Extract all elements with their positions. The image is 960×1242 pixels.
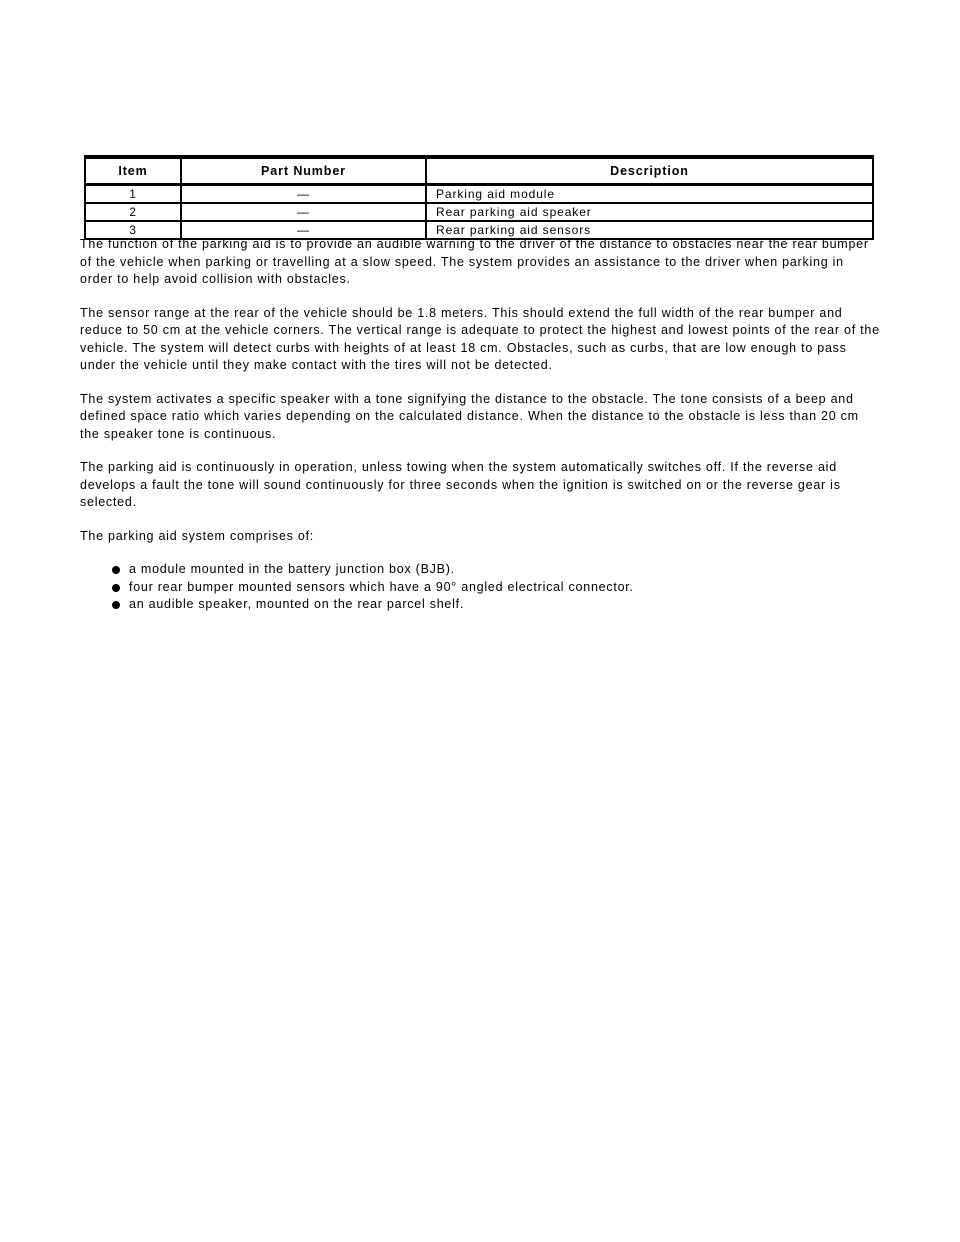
cell-item: 1 [85, 185, 181, 204]
cell-part-number: — [181, 221, 426, 239]
paragraph-operation: The parking aid is continuously in operation, unless towing when the system automatically switches off. If the reverse aid develops a fault the tone will sound continuously for three seconds when the ignition is switched on or the reverse gear is selected. [80, 460, 841, 509]
cell-item: 2 [85, 203, 181, 221]
table-row [85, 203, 873, 221]
paragraph-function: The function of the parking aid is to provide an audible warning to the driver of the distance to obstacles near the rear bumper of the vehicle when parking or travelling at a slow speed. The system provides an assistance to the driver when parking in order to help avoid collision with obstacles. [80, 237, 869, 286]
bullet-dot-icon [112, 566, 120, 574]
cell-part-number: — [181, 185, 426, 204]
list-item [112, 579, 880, 597]
header-part-number: Part Number [181, 157, 426, 185]
table-header-row [85, 157, 873, 185]
cell-part-number: — [181, 203, 426, 221]
cell-item: 3 [85, 221, 181, 239]
paragraph-comprises: The parking aid system comprises of: [80, 528, 315, 543]
header-item: Item [85, 157, 181, 185]
list-item [112, 596, 880, 614]
paragraph-speaker-tone: The system activates a specific speaker with a tone signifying the distance to the obstacle. The tone consists of a beep and defined space ratio which varies depending on the calculated distance. When the distance to the obstacle is less than 20 cm the speaker tone is continuous. [80, 391, 859, 441]
list-item-text: an audible speaker, mounted on the rear parcel shelf. [129, 597, 465, 611]
header-description: Description [426, 157, 873, 185]
components-list [80, 561, 880, 614]
cell-description: Rear parking aid sensors [426, 221, 873, 239]
list-item-text: four rear bumper mounted sensors which have a 90° angled electrical connector. [129, 579, 634, 594]
cell-description: Rear parking aid speaker [426, 203, 873, 221]
list-item [112, 561, 880, 579]
bullet-dot-icon [112, 601, 120, 609]
list-item-text: a module mounted in the battery junction box (BJB). [129, 562, 455, 576]
paragraph-sensor-range: The sensor range at the rear of the vehicle should be 1.8 meters. This should extend the full width of the rear bumper and reduce to 50 cm at the vehicle corners. The vertical range is adequate to protect the highest and lowest points of the rear of the vehicle. The system will detect curbs with heights of at least 18 cm. Obstacles, such as curbs, that are low enough to pass under the vehicle until they make contact with the tires will not be detected. [80, 305, 880, 372]
table-row [85, 185, 873, 204]
cell-description: Parking aid module [426, 185, 873, 204]
parts-table [84, 155, 874, 240]
bullet-dot-icon [112, 584, 120, 592]
body-text [80, 236, 880, 614]
